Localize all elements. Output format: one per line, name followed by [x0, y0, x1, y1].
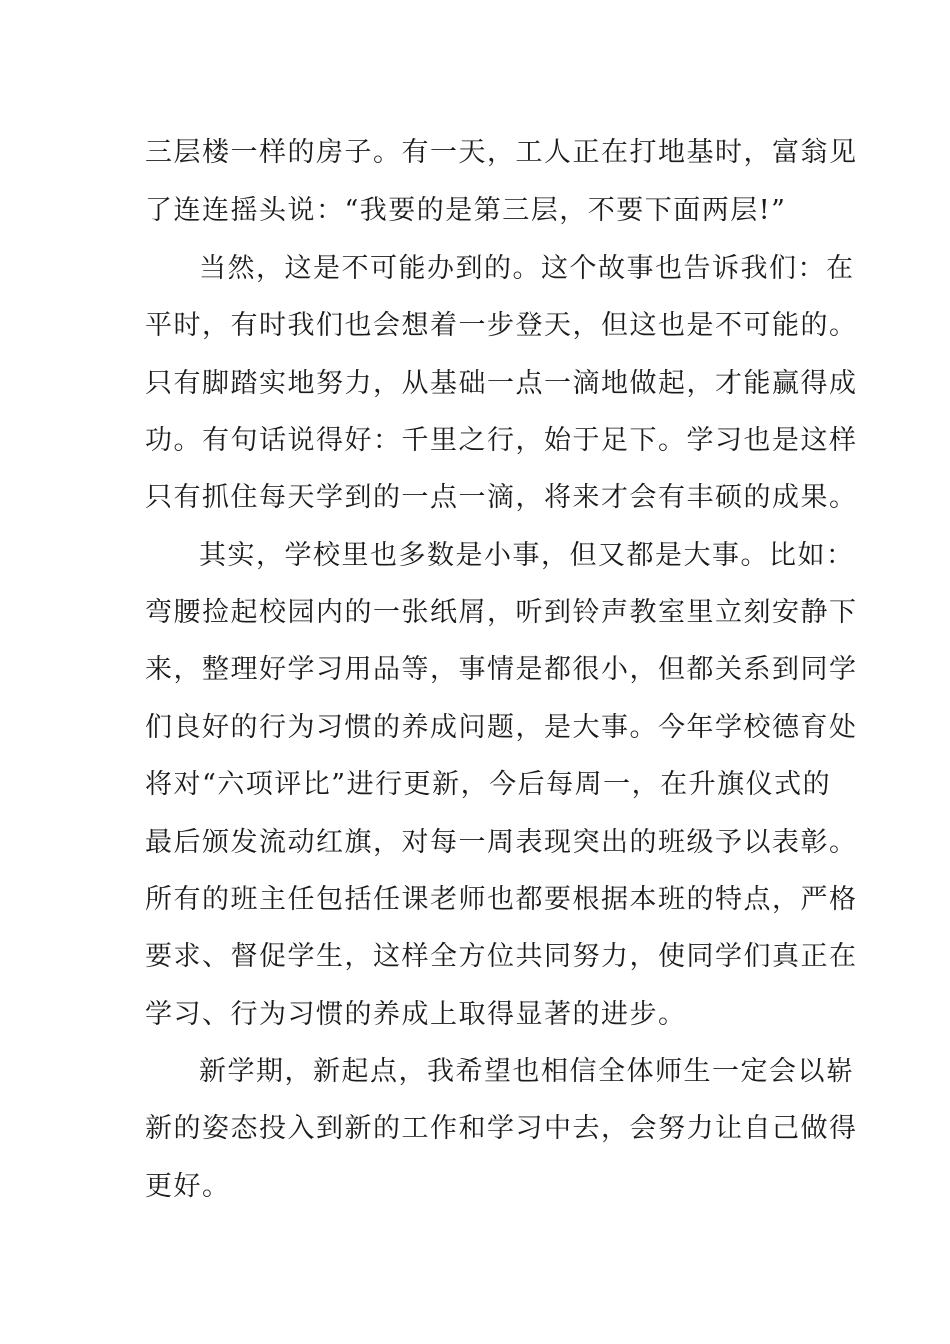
paragraph-1-line-1: 三层楼一样的房子。有一天，工人正在打地基时，富翁见	[145, 137, 858, 168]
paragraph-2-line-2: 平时，有时我们也会想着一步登天，但这也是不可能的。	[145, 310, 858, 341]
paragraph-3-line-5: 将对“六项评比”进行更新，今后每周一，在升旗仪式的	[145, 769, 832, 800]
paragraph-4-line-2: 新的姿态投入到新的工作和学习中去，会努力让自己做得	[145, 1113, 858, 1144]
paragraph-2-line-4: 功。有句话说得好：千里之行，始于足下。学习也是这样	[145, 425, 858, 456]
paragraph-3-line-3: 来，整理好学习用品等，事情是都很小，但都关系到同学	[145, 654, 858, 685]
paragraph-4-line-1: 新学期，新起点，我希望也相信全体师生一定会以崭	[199, 1056, 855, 1087]
paragraph-3-line-4: 们良好的行为习惯的养成问题，是大事。今年学校德育处	[145, 712, 858, 743]
paragraph-2-line-3: 只有脚踏实地努力，从基础一点一滴地做起，才能赢得成	[145, 368, 858, 399]
paragraph-1-line-2: 了连连摇头说：“我要的是第三层，不要下面两层!”	[145, 195, 787, 226]
paragraph-3-line-8: 要求、督促学生，这样全方位共同努力，使同学们真正在	[145, 941, 858, 972]
paragraph-4-line-3: 更好。	[145, 1171, 231, 1202]
paragraph-2-line-1: 当然，这是不可能办到的。这个故事也告诉我们：在	[199, 253, 855, 284]
paragraph-3-line-1: 其实，学校里也多数是小事，但又都是大事。比如：	[199, 540, 855, 571]
paragraph-3-line-6: 最后颁发流动红旗，对每一周表现突出的班级予以表彰。	[145, 827, 858, 858]
paragraph-3-line-2: 弯腰捡起校园内的一张纸屑，听到铃声教室里立刻安静下	[145, 597, 858, 628]
paragraph-3-line-9: 学习、行为习惯的养成上取得显著的进步。	[145, 999, 687, 1030]
paragraph-3-line-7: 所有的班主任包括任课老师也都要根据本班的特点，严格	[145, 884, 858, 915]
paragraph-2-line-5: 只有抓住每天学到的一点一滴，将来才会有丰硕的成果。	[145, 482, 858, 513]
